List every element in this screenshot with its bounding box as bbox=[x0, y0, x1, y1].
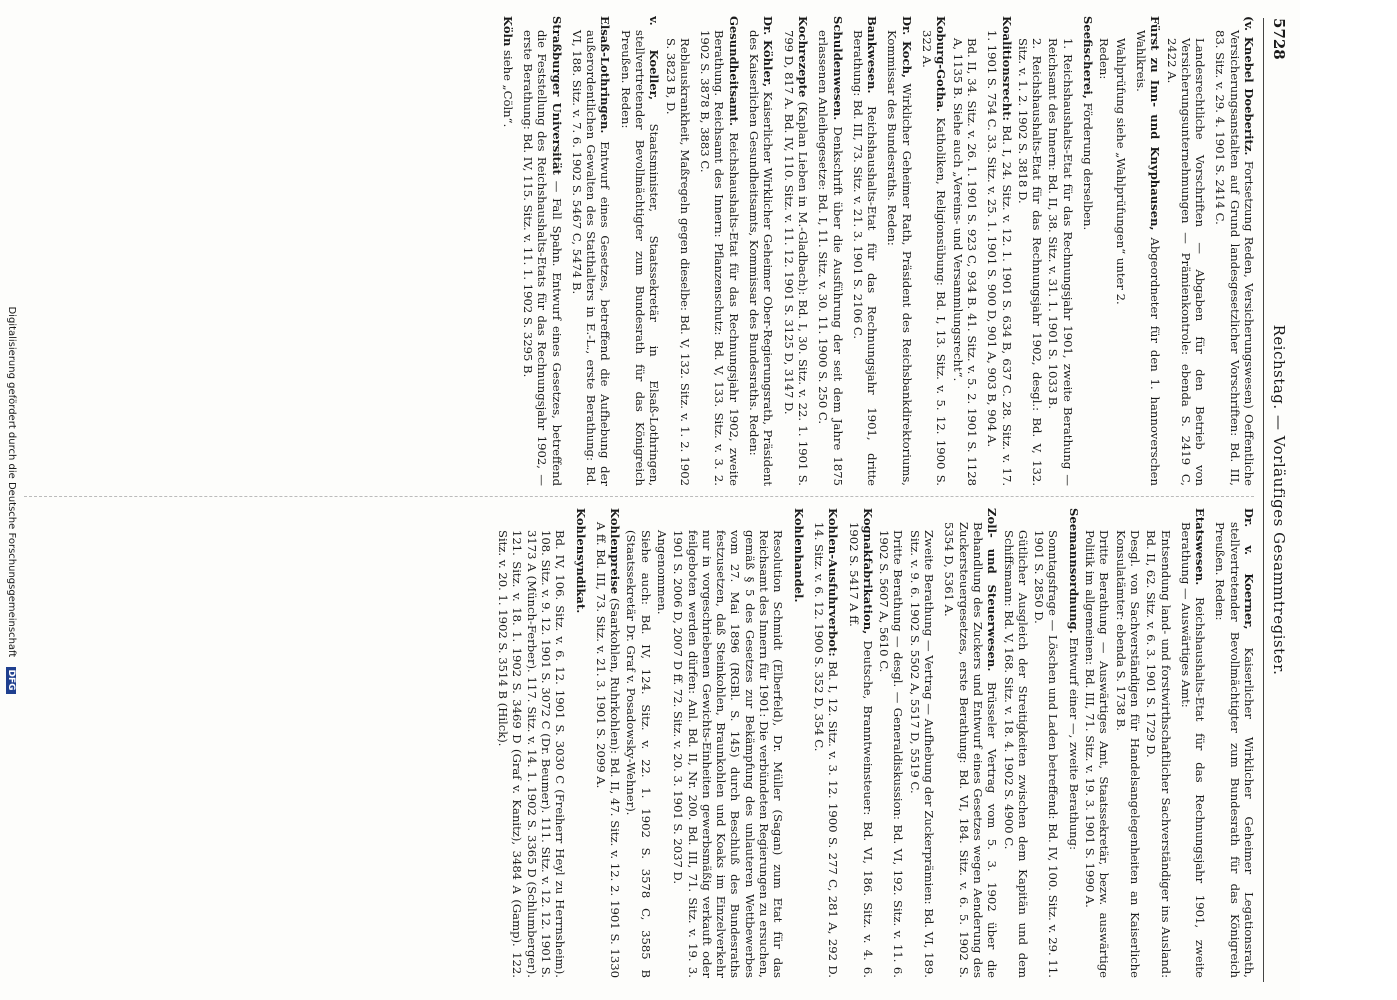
index-entry bbox=[885, 16, 914, 486]
entry-text: Deutsche, Branntweinsteuer: Bd. VI, 186. Sitz. v. 4. 6. 1902 S. 5417 A ff. bbox=[846, 522, 875, 978]
entry-text: Kaiserlicher Wirklicher Geheimer Legationsrath, stellvertretender Bevollmächtigter zum Bundesrath für das Königreich Preußen. Reden: bbox=[1213, 522, 1256, 978]
index-entry bbox=[1144, 530, 1173, 978]
entry-keyword: Koalitionsrecht: bbox=[999, 16, 1014, 121]
entry-keyword: Straßburger Universität bbox=[549, 16, 564, 175]
entry-keyword: Kohlenhandel. bbox=[791, 508, 806, 603]
entry-text: Wahlprüfung siehe „Wahlprüfungen“ unter 2. bbox=[1113, 38, 1128, 305]
index-entry bbox=[698, 16, 741, 486]
entry-text: siehe „Cöln“. bbox=[500, 50, 515, 128]
index-entry bbox=[663, 38, 692, 486]
entry-keyword: Kochrezepte bbox=[795, 16, 810, 98]
entry-text: 1. Reichshaushalts-Etat für das Rechnungsjahr 1901, zweite Berathung — Reichsamt des Innern: Bd. II, 38. Sitz. v. 31. 1. 1901 S. 1033 B. bbox=[1046, 38, 1075, 486]
index-entry bbox=[655, 530, 669, 978]
index-entry bbox=[1113, 530, 1142, 978]
entry-keyword: Schuldenwesen. bbox=[830, 16, 845, 121]
entry-text: Angenommen. bbox=[655, 530, 670, 615]
entry-text: Landesrechtliche Vorschriften — Abgaben für den Betrieb von Versicherungsunternehmungen — Prämienkontrole: ebenda S. 2419 C, 2422 A. bbox=[1164, 38, 1208, 486]
index-entry bbox=[816, 16, 845, 486]
entry-text: Dritte Berathung — desgl. — Generaldiskussion: Bd. VI, 192. Sitz. v. 11. 6. 1902 S. 5607 A, 5610 C. bbox=[877, 530, 906, 978]
entry-text: Bd. I, 12. Sitz. v. 3. 12. 1900 S. 277 C, 281 A, 292 D. 14. Sitz. v. 6. 12. 1900 S. 352 D, 354 C. bbox=[811, 522, 841, 978]
entry-keyword: Gesundheitsamt. bbox=[726, 16, 741, 127]
index-entry bbox=[877, 530, 906, 978]
entry-text: Dritte Berathung — Auswärtiges Amt, Staatssekretär, bezw. auswärtige Politik im allgemeinen: Bd. III, 71. Sitz. v. 19. 3. 1901 S. 1990 A. bbox=[1083, 530, 1112, 978]
entry-keyword: Etatswesen. bbox=[1193, 508, 1208, 586]
entry-text: Reden: bbox=[1097, 38, 1112, 80]
index-entry bbox=[942, 508, 999, 978]
entry-text: Sonntagsfrage — Löschen und Laden betreffend: Bd. IV, 100. Sitz. v. 29. 11. 1901 S. 2850 D. bbox=[1032, 530, 1061, 978]
entry-text: Reichshaushalts-Etat für das Rechnungsjahr 1901, zweite Berathung — Auswärtiges Amt: bbox=[1178, 522, 1208, 978]
header-rule bbox=[1263, 18, 1264, 982]
entry-text: Bd. IV, 106. Sitz. v. 6. 12. 1901 S. 3030 C (Freiherr Heyl zu Herrnsheim). 108. Sitz. v. 9. 12. 1901 S. 3072 C (Dr. Beumer). 111. Sitz. v. 12. 12. 1901 S. 3173 A (Münch-Ferber). 117. Sitz. v. 14. 1. 1902 S. 3365 D (Schlumberger). 121. Sitz. v. 18. 1. 1902 S. 3469 D (Graf v. Kanitz), 3484 A (Gamp). 122. Sitz. v. 20. 1. 1902 S. 3514 B (Hilck). bbox=[496, 530, 568, 978]
entry-keyword: (v. Knebel Doeberitz. bbox=[1242, 16, 1256, 156]
entry-text: Zweite Berathung — Vertrag — Aufhebung der Zuckerprämien: Bd. VI, 189. Sitz. v. 9. 6. 1902 S. 5502 A, 5517 D, 5519 C. bbox=[907, 530, 937, 978]
right-column bbox=[16, 508, 1256, 978]
index-entry bbox=[1164, 38, 1207, 486]
index-entry bbox=[907, 530, 936, 978]
left-column bbox=[16, 16, 1256, 486]
entry-keyword: Dr. Koch, bbox=[899, 16, 914, 79]
running-head: Reichstag. — Vorläufiges Gesammtregister. bbox=[1270, 324, 1288, 676]
entry-text: Katholiken, Religionsübung: Bd. I, 13. Sitz. v. 5. 12. 1900 S. 322 A. bbox=[920, 30, 949, 486]
index-entry bbox=[1134, 16, 1163, 486]
entry-text: Reichshaushalts-Etat für das Rechnungsjahr 1901, dritte Berathung: Bd. III, 73. Sitz. v. 21. 3. 1901 S. 2106 C. bbox=[850, 30, 880, 486]
dfg-logo: DFG bbox=[6, 667, 16, 694]
entry-text: Staatsminister, Staatssekretär in Elsaß-Lothringen, stellvertretender Bevollmächtigter zum Bundesrath für das Königreich Preußen. Reden: bbox=[618, 30, 662, 486]
index-entry bbox=[1179, 508, 1208, 978]
index-entry bbox=[1046, 38, 1075, 486]
index-entry bbox=[747, 16, 776, 486]
entry-text: — Fall Spahn. Entwurf eines Gesetzes, betreffend die Feststellung des Reichshaushalts-Etats für das Rechnungsjahr 1902, — erste Berathung: Bd. IV, 115. Sitz. v. 11. 1. 1902 S. 3295 B. bbox=[520, 30, 564, 486]
entry-text: Reichshaushalts-Etat für das Rechnungsjahr 1902, zweite Berathung. Reichsamt des Innern: Pflanzenschutz: Bd. V, 133. Sitz. v. 3. 2. 1902 S. 3878 B, 3883 C. bbox=[698, 30, 741, 486]
entry-keyword: Elsaß-Lothringen. bbox=[598, 16, 613, 134]
entry-keyword: Bankwesen. bbox=[865, 16, 880, 94]
index-entry bbox=[1081, 16, 1095, 486]
index-entry bbox=[521, 16, 564, 486]
index-entry bbox=[1113, 38, 1127, 486]
index-entry bbox=[1083, 530, 1112, 978]
index-entry bbox=[781, 16, 810, 486]
index-entry bbox=[1032, 530, 1061, 978]
entry-text: Bd. I, 24. Sitz. v. 12. 1. 1901 S. 634 B, 637 C. 28. Sitz. v. 17. 1. 1901 S. 754 C. 33. Sitz. v. 25. 1. 1901 S. 900 D, 901 A, 903 B, 904 A. bbox=[985, 30, 1014, 486]
entry-text: Entwurf einer —, zweite Berathung: bbox=[1066, 637, 1081, 850]
index-entry bbox=[624, 530, 653, 978]
entry-text: Desgl. von Sachverständigen für Handelsangelegenheiten an Kaiserliche Konsulatämter: ebenda S. 1738 B. bbox=[1113, 530, 1142, 978]
entry-keyword: Fürst zu Inn- und Knyphausen, bbox=[1148, 16, 1163, 231]
entry-text: (Saarkohlen, Ruhrkohlen): Bd. II, 47. Sitz. v. 12. 2. 1901 S. 1330 A ff. Bd. III, 73. Sitz. v. 21. 3. 1901 S. 2099 A. bbox=[593, 522, 623, 978]
entry-keyword: Kohlensyndikat. bbox=[573, 508, 588, 614]
entry-text: Entwurf eines Gesetzes, betreffend die Aufhebung der außerordentlichen Gewalten des Statthalters in E.-L., erste Berathung: Bd. VI, 188. Sitz. v. 7. 6. 1902 S. 5467 C, 5474 B. bbox=[569, 30, 613, 486]
index-entry bbox=[920, 16, 949, 486]
index-entry bbox=[594, 508, 623, 978]
page-number: 5728 bbox=[1270, 18, 1288, 60]
index-entry bbox=[846, 508, 875, 978]
entry-keyword: Seefischerei, bbox=[1081, 16, 1096, 99]
entry-text: Denkschrift über die Ausführung der seit dem Jahre 1875 erlassenen Anleihegesetze: Bd. I, 11. Sitz. v. 30. 11. 1900 S. 250 C. bbox=[816, 30, 845, 486]
entry-keyword: Dr. Köhler, bbox=[761, 16, 776, 88]
entry-keyword: Kohlen-Ausfuhrverbot: bbox=[826, 508, 841, 657]
entry-text: Brüsseler Vertrag vom 5. 3. 1902 über die Behandlung des Zuckers und Entwurf eines Gesetzes wegen Aenderung des Zuckersteuergesetzes, erste Berathung: Bd. VI, 184. Sitz. v. 6. 5. 1902 S. 5354 D, 5361 A. bbox=[942, 522, 1000, 978]
index-entry bbox=[791, 508, 805, 978]
index-entry bbox=[1001, 530, 1030, 978]
index-entry bbox=[573, 508, 587, 978]
index-entry bbox=[570, 16, 613, 486]
entry-keyword: v. Koeller, bbox=[647, 16, 662, 100]
entry-text: Abgeordneter für den 1. hannoverschen Wahlkreis. bbox=[1133, 30, 1163, 486]
entry-text: Förderung derselben. bbox=[1081, 102, 1096, 231]
page-header bbox=[1266, 18, 1288, 982]
digitization-credit: Digitalisierung gefördert durch die Deutsche Forschungsgemeinschaft bbox=[6, 306, 17, 658]
entry-text: Reblauskrankheit, Maßregeln gegen dieselbe: Bd. V, 132. Sitz. v. 1. 2. 1902 S. 3823 B, D. bbox=[663, 38, 692, 486]
entry-keyword: Seemannsordnung. bbox=[1066, 508, 1081, 634]
entry-text: Gütlicher Ausgleich der Streitigkeiten zwischen dem Kapitän und dem Schiffsmann: Bd. V, 168. Sitz. v. 18. 4. 1902 S. 4900 C. bbox=[1001, 530, 1030, 978]
entry-text: 2. Reichshaushalts-Etat für das Rechnungsjahr 1902, desgl.: Bd. V, 132. Sitz. v. 1. 2. 1902 S. 3818 D. bbox=[1015, 38, 1045, 486]
entry-keyword: Dr. v. Koerner, bbox=[1242, 508, 1256, 630]
entry-keyword: Kohlenpreise bbox=[608, 508, 623, 595]
index-entry bbox=[1066, 508, 1080, 978]
entry-keyword: Zoll- und Steuerwesen. bbox=[985, 508, 1000, 672]
index-entry bbox=[1213, 508, 1256, 978]
column-divider bbox=[24, 496, 1254, 497]
page-footer bbox=[6, 0, 17, 1000]
entry-text: Fortsetzung Reden, Versicherungswesen) Oeffentliche Versicherungsanstalten auf Grund landesgesetzlicher Vorschriften: Bd. III, 83. Sitz. v. 29. 4. 1901 S. 2414 C. bbox=[1213, 30, 1256, 486]
index-entry bbox=[1213, 16, 1256, 486]
index-entry bbox=[985, 16, 1014, 486]
index-entry bbox=[851, 16, 880, 486]
entry-text: Resolution Schmidt (Elberfeld), Dr. Müller (Sagan) zum Etat für das Reichsamt des Innern für 1901: Die verbündeten Regierungen zu ersuchen, gemäß § 5 des Gesetzes zur Bekämpfung des unlauteren Wettbewerbes vom 27. Mai 1896 (RGBl. S. 145) durch Beschluß des Bundesraths festzusetzen, daß Steinkohlen, Braunkohlen und Koaks im Einzelverkehr nur in vorgeschriebenen Gewichts-Einheiten gewerbsmäßig verkauft oder feilgeboten werden dürfen: Anl. Bd. II, Nr. 200. Bd. III, 71. Sitz. v. 19. 3. 1901 S. 2006 D, 2007 D ff. 72. Sitz. v. 20. 3. 1901 S. 2037 D. bbox=[671, 530, 786, 978]
entry-keyword: Koburg-Gotha. bbox=[934, 16, 949, 113]
entry-text: Entsendung land- und forstwirthschaftlicher Sachverständiger ins Ausland: Bd. II, 62. Sitz. v. 6. 3. 1901 S. 1729 D. bbox=[1144, 530, 1173, 978]
entry-text: Bd. II, 34. Sitz. v. 26. 1. 1901 S. 923 C, 934 B. 41. Sitz. v. 5. 2. 1901 S. 1128 A, 1135 B. Siehe auch „Vereins- und Versammlungsrecht“. bbox=[950, 38, 979, 486]
index-entry bbox=[496, 530, 567, 978]
entry-text: Kaiserlicher Wirklicher Geheimer Ober-Regierungsrath, Präsident des Kaiserlichen Gesundheitsamts, Kommissar des Bundesraths. Reden: bbox=[747, 30, 776, 486]
index-entry bbox=[500, 16, 514, 486]
index-entry bbox=[950, 38, 979, 486]
entry-text: Siehe auch: Bd. IV, 124. Sitz. v. 22. 1. 1902 S. 3578 C, 3585 B (Staatssekretär Dr. Graf v. Posadowsky-Wehner). bbox=[624, 530, 653, 978]
index-entry bbox=[1097, 38, 1111, 486]
entry-text: (Kaplan Lieben in M.-Gladbach): Bd. I, 30. Sitz. v. 22. 1. 1901 S. 799 D, 817 A. Bd. IV, 110. Sitz. v. 11. 12. 1901 S. 3125 D, 3147 D. bbox=[781, 30, 810, 486]
entry-keyword: Köln bbox=[500, 16, 515, 47]
index-entry bbox=[812, 508, 841, 978]
index-entry bbox=[1016, 38, 1045, 486]
entry-text: Wirklicher Geheimer Rath, Präsident des Reichsbankdirektoriums, Kommissar des Bundesraths. Reden: bbox=[885, 30, 914, 486]
entry-keyword: Kognakfabrikation, bbox=[860, 508, 875, 635]
index-entry bbox=[671, 530, 785, 978]
index-entry bbox=[618, 16, 661, 486]
